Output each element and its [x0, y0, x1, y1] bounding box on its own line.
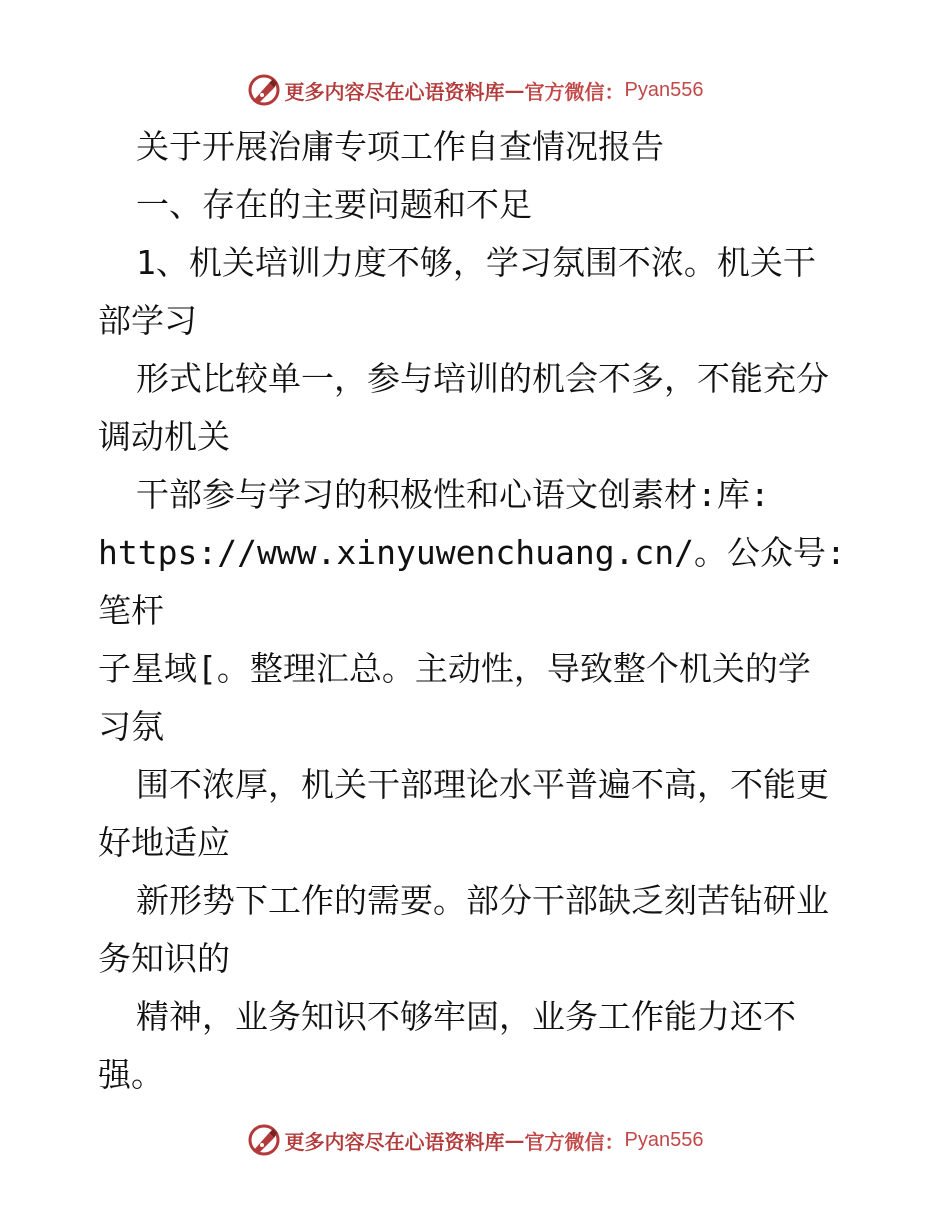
banner-text: 更多内容尽在心语资料库	[284, 79, 505, 104]
text-line: 新形势下工作的需要。部分干部缺乏刻苦钻研业	[136, 881, 829, 920]
text-line: 子星域[。整理汇总。主动性，导致整个机关的学	[98, 649, 811, 688]
text-line: 形式比较单一，参与培训的机会不多，不能充分	[136, 359, 829, 398]
footer-banner	[0, 1120, 950, 1160]
pen-nib-logo-icon	[247, 1123, 281, 1157]
text-line: 部学习	[98, 301, 197, 340]
banner-wechat-id: Pyan556	[624, 1128, 704, 1151]
text-line: 1、机关培训力度不够，学习氛围不浓。机关干	[136, 243, 816, 282]
text-line: 习氛	[98, 707, 164, 746]
document-body	[98, 118, 866, 1104]
section-heading: 一、存在的主要问题和不足	[136, 185, 532, 224]
text-line: 好地适应	[98, 823, 230, 862]
document-title: 关于开展治庸专项工作自查情况报告	[136, 127, 664, 166]
text-line: 围不浓厚，机关干部理论水平普遍不高，不能更	[136, 765, 829, 804]
pen-nib-logo-icon	[247, 73, 281, 107]
header-banner	[0, 70, 950, 110]
banner-wechat-label: 官方微信：	[524, 1129, 625, 1154]
banner-wechat-id: Pyan556	[624, 78, 704, 101]
text-line: https://www.xinyuwenchuang.cn/。公众号: 笔杆	[98, 533, 866, 630]
text-line: 强。	[98, 1055, 164, 1094]
banner-text: 更多内容尽在心语资料库	[284, 1129, 505, 1154]
text-line: 务知识的	[98, 939, 230, 978]
banner-wechat-label: 官方微信：	[524, 79, 625, 104]
banner-separator: —	[504, 1128, 525, 1152]
text-line: 干部参与学习的积极性和心语文创素材:库:	[136, 475, 770, 514]
banner-separator: —	[504, 78, 525, 102]
text-line: 调动机关	[98, 417, 230, 456]
text-line: 精神，业务知识不够牢固，业务工作能力还不	[136, 997, 796, 1036]
